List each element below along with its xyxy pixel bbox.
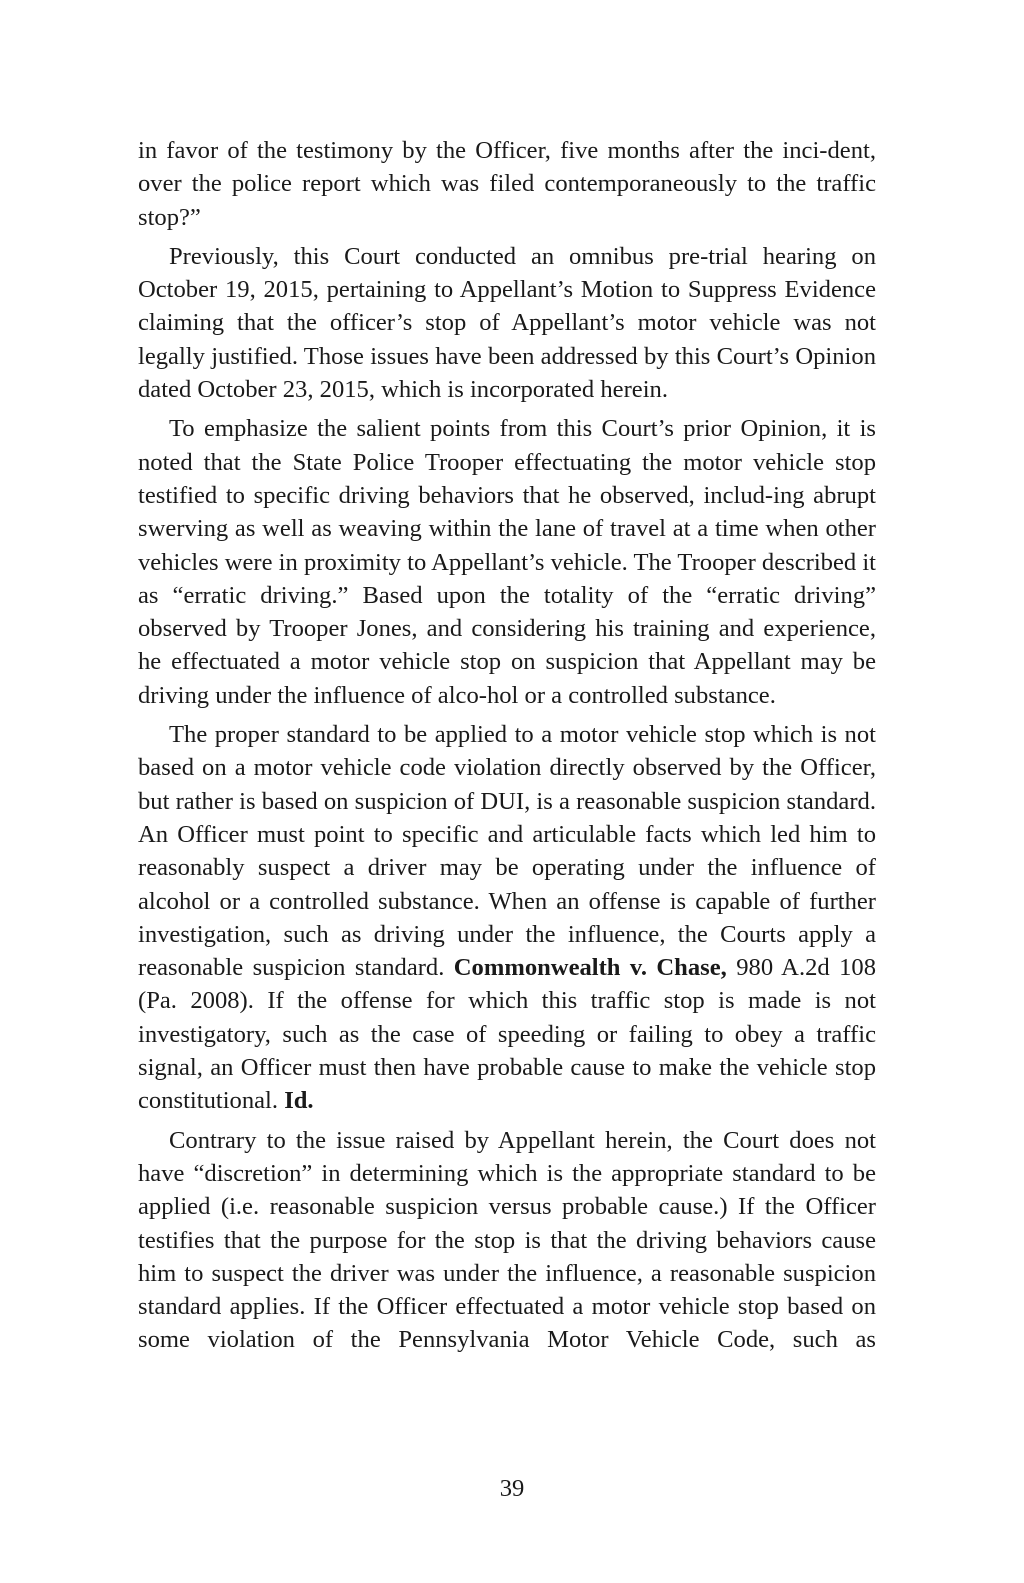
page-body [138,134,876,1357]
text-segment: in favor of the testimony by the Officer, five months after the inci-dent, over the police report which was filed contemporaneously to the traffic stop?” [138,137,876,231]
paragraph-continuation [138,134,876,234]
paragraph-discretion [138,1124,876,1357]
id-citation: Id. [284,1087,314,1115]
paragraph-omnibus-hearing [138,240,876,406]
text-segment: Previously, this Court conducted an omnibus pre-trial hearing on October 19, 2015, pertaining to Appellant’s Motion to Suppress Evidence claiming that the officer’s stop of Appellant’s motor vehicle was not legally justified. Those issues have been addressed by this Court’s Opinion dated October 23, 2015, which is incorporated herein. [138,242,876,404]
case-citation: Commonwealth v. Chase, [453,954,727,982]
text-segment: 980 A.2d 108 (Pa. 2008). If the offense for which this traffic stop is made is not investigatory, such as the case of speeding or failing to obey a traffic signal, an Officer must then have probable cause to make the vehicle stop constitutional. [138,954,876,1115]
page-number: 39 [499,1475,525,1502]
paragraph-proper-standard [138,718,876,1118]
text-segment: To emphasize the salient points from this Court’s prior Opinion, it is noted that the State Police Trooper effectuating the motor vehicle stop testified to specific driving behaviors that he observed, includ-ing abrupt swerving as well as weaving within the lane of travel at a time when other vehicles were in proximity to Appellant’s vehicle. The Trooper described it as “erratic driving.” Based upon the totality of the “erratic driving” observed by Trooper Jones, and considering his training and experience, he effectuated a motor vehicle stop on suspicion that Appellant may be driving under the influence of alco-hol or a controlled substance. [138,415,876,709]
text-segment: The proper standard to be applied to a motor vehicle stop which is not based on a motor vehicle code violation directly observed by the Officer, but rather is based on suspicion of DUI, is a reasonable suspicion standard. An Officer must point to specific and articulable facts which led him to reasonably suspect a driver may be operating under the influence of alcohol or a controlled substance. When an offense is capable of further investigation, such as driving under the influence, the Courts apply a reasonable suspicion standard. [138,721,876,982]
text-segment: Contrary to the issue raised by Appellant herein, the Court does not have “discretion” in determining which is the appropriate standard to be applied (i.e. reasonable suspicion versus probable cause.) If the Officer testifies that the purpose for the stop is that the driving behaviors cause him to suspect the driver was under the influence, a reasonable suspicion standard applies. If the Officer effectuated a motor vehicle stop based on some violation of the Pennsylvania Motor Vehicle Code, such as [138,1126,876,1354]
paragraph-salient-points [138,412,876,712]
